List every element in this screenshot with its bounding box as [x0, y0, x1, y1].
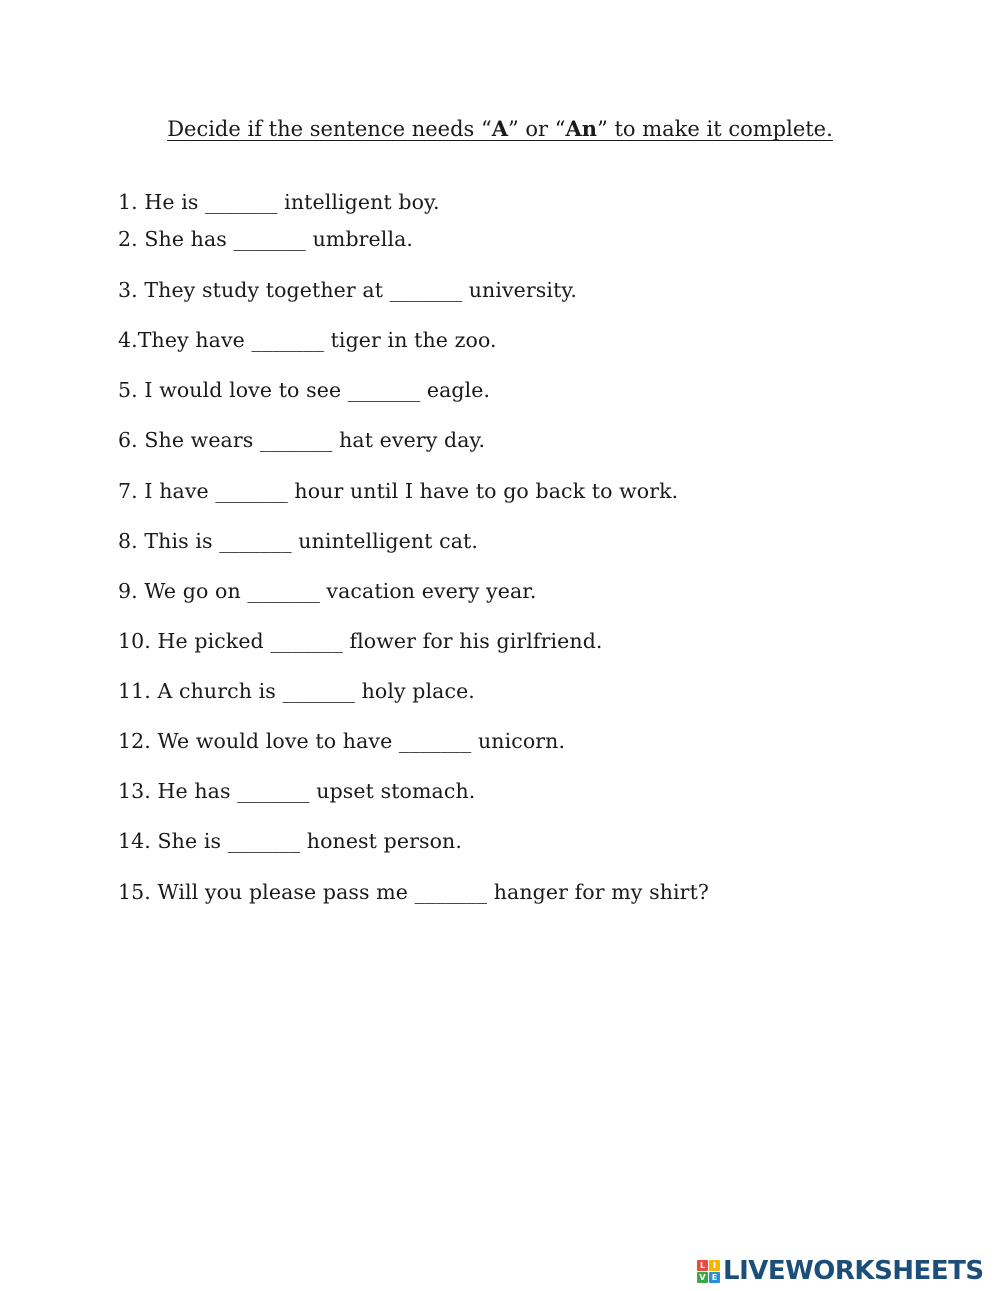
logo-tile: E — [709, 1272, 720, 1283]
question-4: 4.They have _______ tiger in the zoo. — [118, 328, 497, 352]
logo-tile: L — [697, 1260, 708, 1271]
logo-tile: I — [709, 1260, 720, 1271]
question-3: 3. They study together at _______ university. — [118, 278, 577, 302]
question-14: 14. She is _______ honest person. — [118, 829, 462, 853]
instructions-a: A — [491, 116, 508, 141]
logo-text: LIVEWORKSHEETS — [723, 1256, 984, 1286]
question-1: 1. He is _______ intelligent boy. — [118, 190, 440, 214]
question-8: 8. This is _______ unintelligent cat. — [118, 529, 478, 553]
question-7: 7. I have _______ hour until I have to go back to work. — [118, 479, 679, 503]
logo-mark-icon — [697, 1260, 720, 1283]
instructions-an: An — [565, 116, 598, 141]
question-15: 15. Will you please pass me _______ hanger for my shirt? — [118, 880, 710, 904]
question-2: 2. She has _______ umbrella. — [118, 227, 414, 251]
question-13: 13. He has _______ upset stomach. — [118, 779, 476, 803]
instructions-mid: ” or “ — [508, 117, 566, 141]
question-11: 11. A church is _______ holy place. — [118, 679, 475, 703]
instructions-pre: Decide if the sentence needs “ — [167, 117, 492, 141]
question-10: 10. He picked _______ flower for his girlfriend. — [118, 629, 603, 653]
question-6: 6. She wears _______ hat every day. — [118, 428, 486, 452]
worksheet-instructions — [0, 116, 1000, 141]
question-5: 5. I would love to see _______ eagle. — [118, 378, 491, 402]
liveworksheets-logo — [697, 1256, 984, 1286]
question-12: 12. We would love to have _______ unicorn. — [118, 729, 566, 753]
instructions-post: ” to make it complete. — [597, 117, 833, 141]
question-9: 9. We go on _______ vacation every year. — [118, 579, 537, 603]
logo-tile: V — [697, 1272, 708, 1283]
